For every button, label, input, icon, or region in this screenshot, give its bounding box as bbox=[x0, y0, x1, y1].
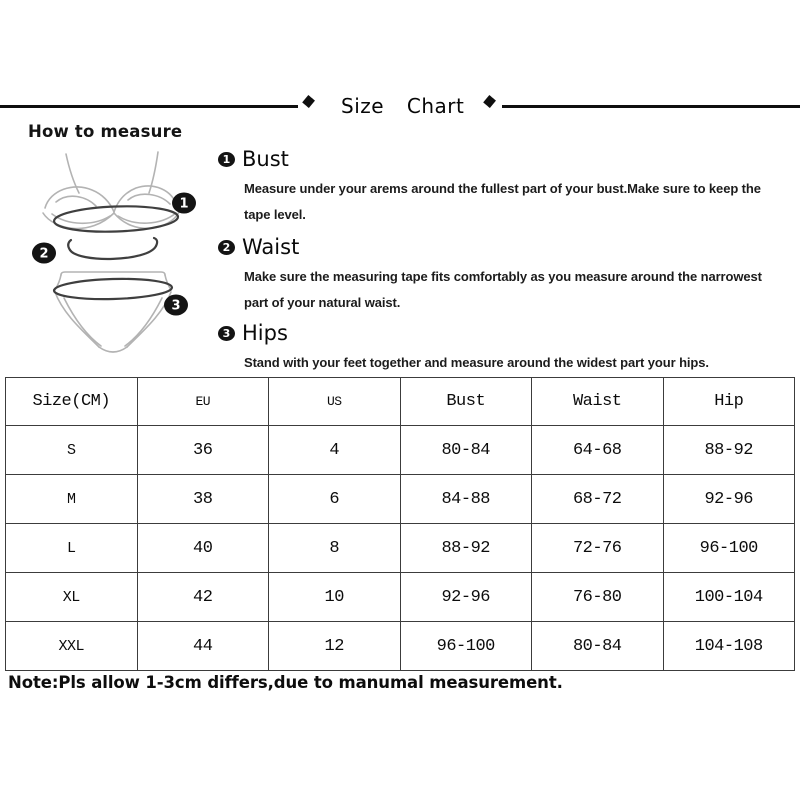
waist-tape-end bbox=[154, 238, 157, 246]
table-cell: 80-84 bbox=[532, 622, 664, 671]
diamond-icon: ◆ bbox=[482, 90, 497, 112]
bust-marker: 1 bbox=[218, 152, 235, 167]
table-cell: 88-92 bbox=[663, 426, 795, 475]
col-header-waist: Waist bbox=[532, 378, 664, 426]
svg-text:2: 2 bbox=[39, 246, 49, 262]
table-cell: 42 bbox=[137, 573, 269, 622]
header-rule-left bbox=[0, 105, 298, 108]
table-cell: 100-104 bbox=[663, 573, 795, 622]
svg-text:1: 1 bbox=[179, 196, 189, 212]
table-cell: 8 bbox=[269, 524, 401, 573]
col-header-size: Size(CM) bbox=[6, 378, 138, 426]
table-cell: 96-100 bbox=[400, 622, 532, 671]
table-cell: S bbox=[6, 426, 138, 475]
diagram-marker-2 bbox=[32, 243, 56, 264]
table-cell: 104-108 bbox=[663, 622, 795, 671]
table-cell: 10 bbox=[269, 573, 401, 622]
table-row bbox=[6, 426, 795, 475]
waist-instructions: Make sure the measuring tape fits comfortably as you measure around the narrowest part of your natural waist. bbox=[244, 269, 762, 310]
table-cell: L bbox=[6, 524, 138, 573]
col-header-bust: Bust bbox=[400, 378, 532, 426]
table-cell: 44 bbox=[137, 622, 269, 671]
section-hips bbox=[218, 320, 778, 376]
table-cell: XL bbox=[6, 573, 138, 622]
hip-tape bbox=[54, 277, 172, 300]
bra-inner-line bbox=[56, 196, 96, 206]
diagram-marker-3 bbox=[164, 295, 188, 316]
col-header-eu: EU bbox=[137, 378, 269, 426]
table-cell: 4 bbox=[269, 426, 401, 475]
bra-band-right bbox=[114, 212, 179, 228]
table-row bbox=[6, 573, 795, 622]
table-cell: 68-72 bbox=[532, 475, 664, 524]
svg-text:3: 3 bbox=[171, 298, 181, 314]
hips-instructions: Stand with your feet together and measure around the widest part your hips. bbox=[244, 355, 709, 370]
table-cell: 92-96 bbox=[400, 573, 532, 622]
table-row bbox=[6, 475, 795, 524]
col-header-us: US bbox=[269, 378, 401, 426]
page-title: Size Chart bbox=[341, 94, 465, 118]
diamond-icon: ◆ bbox=[301, 90, 316, 112]
table-cell: 96-100 bbox=[663, 524, 795, 573]
size-table bbox=[5, 377, 795, 671]
table-cell: 72-76 bbox=[532, 524, 664, 573]
table-row bbox=[6, 622, 795, 671]
section-waist bbox=[218, 234, 778, 315]
waist-marker: 2 bbox=[218, 240, 235, 255]
table-cell: 36 bbox=[137, 426, 269, 475]
table-cell: XXL bbox=[6, 622, 138, 671]
table-cell: 76-80 bbox=[532, 573, 664, 622]
col-header-hip: Hip bbox=[663, 378, 795, 426]
bikini-measure-diagram bbox=[30, 140, 220, 370]
table-row bbox=[6, 524, 795, 573]
bra-inner-line bbox=[128, 194, 170, 204]
header-rule-right bbox=[502, 105, 800, 108]
diagram-marker-1 bbox=[172, 193, 196, 214]
hips-marker: 3 bbox=[218, 326, 235, 341]
table-cell: 6 bbox=[269, 475, 401, 524]
waist-tape-end bbox=[68, 240, 71, 250]
table-cell: 80-84 bbox=[400, 426, 532, 475]
table-cell: M bbox=[6, 475, 138, 524]
bra-cup-right bbox=[114, 186, 177, 212]
table-cell: 84-88 bbox=[400, 475, 532, 524]
table-cell: 40 bbox=[137, 524, 269, 573]
hips-title: Hips bbox=[242, 321, 288, 345]
table-cell: 38 bbox=[137, 475, 269, 524]
waist-tape bbox=[70, 246, 156, 259]
table-header-row bbox=[6, 378, 795, 426]
brief-inner-line bbox=[64, 298, 101, 346]
table-cell: 12 bbox=[269, 622, 401, 671]
bust-instructions: Measure under your arems around the fullest part of your bust.Make sure to keep the tape level. bbox=[244, 181, 761, 222]
section-bust bbox=[218, 146, 778, 227]
waist-title: Waist bbox=[242, 235, 300, 259]
brief-crotch bbox=[99, 347, 127, 352]
table-cell: 92-96 bbox=[663, 475, 795, 524]
table-cell: 64-68 bbox=[532, 426, 664, 475]
how-to-measure-heading: How to measure bbox=[28, 122, 183, 141]
table-cell: 88-92 bbox=[400, 524, 532, 573]
measurement-note: Note:Pls allow 1-3cm differs,due to manumal measurement. bbox=[8, 673, 563, 692]
brief-inner-line bbox=[125, 298, 162, 346]
brief-top-edge bbox=[61, 272, 165, 275]
bra-inner-line bbox=[118, 213, 176, 223]
bust-title: Bust bbox=[242, 147, 289, 171]
